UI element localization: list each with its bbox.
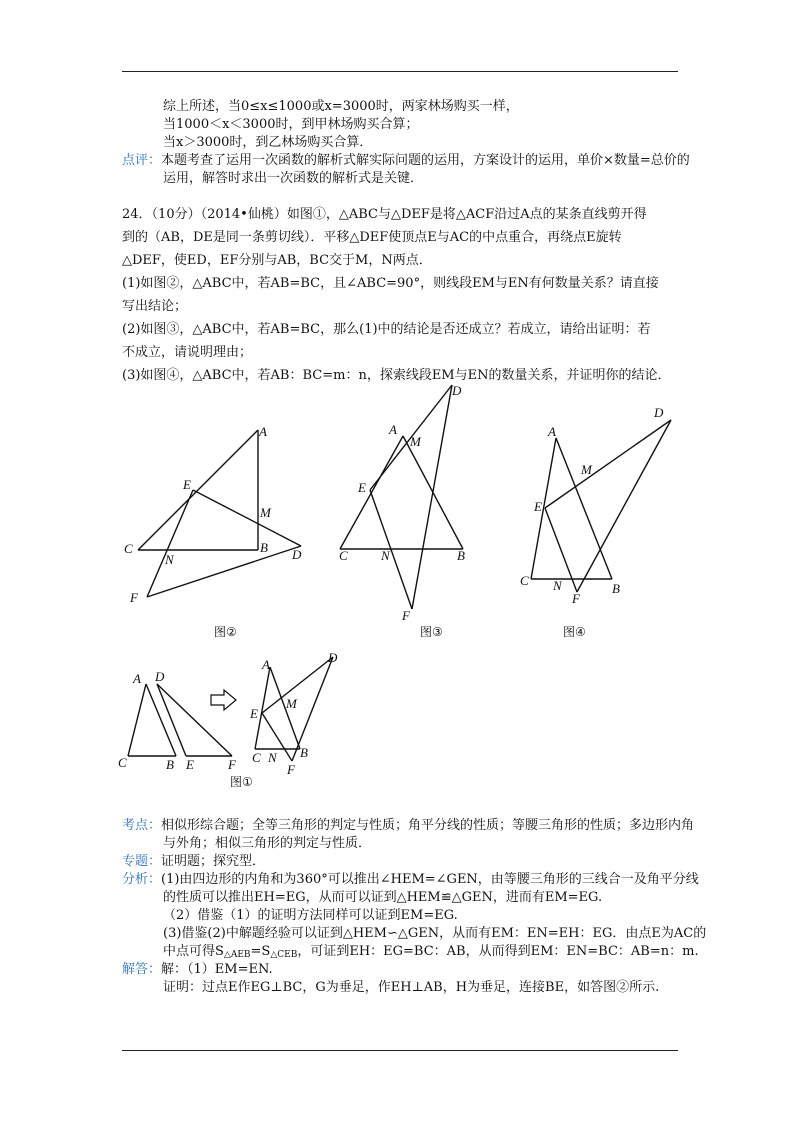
fenxi-text-5c: ，可证到EH：EG=BC：AB，从而得到EM：EN=BC：AB=n：m. xyxy=(297,944,699,959)
fig3-label-N: N xyxy=(381,548,390,563)
problem-line-6: (2)如图③，△ABC中，若AB=BC，那么(1)中的结论是否还成立？若成立，请给出证明：若 xyxy=(122,322,651,337)
kaodian-line-2: 与外角；相似三角形的判定与性质． xyxy=(163,836,372,851)
fig1-label-F: F xyxy=(228,757,236,772)
kaodian-label: 考点： xyxy=(122,818,162,833)
figure-3 xyxy=(339,383,465,639)
fenxi-line-3: （2）借鉴（1）的证明方法同样可以证到EM=EG. xyxy=(163,908,458,923)
fig1-label-D: D xyxy=(155,669,165,684)
problem-line-2: 到的（AB，DE是同一条剪切线）．平移△DEF使顶点E与AC的中点重合，再绕点E旋转 xyxy=(122,230,622,245)
fig1-label-F2: F xyxy=(287,762,295,777)
kaodian-line-1 xyxy=(122,817,694,835)
zhuanti-text: 证明题；探究型． xyxy=(161,854,266,869)
fig4-label-D: D xyxy=(654,405,664,420)
fig1-label-A2: A xyxy=(262,657,270,672)
fig3-label-C: C xyxy=(339,548,348,563)
fenxi-sub-1: △AEB xyxy=(223,950,251,960)
fig3-label-A: A xyxy=(389,422,397,437)
fig4-caption: 图④ xyxy=(563,625,586,639)
fenxi-line-2: 的性质可以推出EH=EG，从而可以证到△HEM≌△GEN，进而有EM=EG. xyxy=(163,890,603,905)
fig4-label-C: C xyxy=(520,573,529,588)
fenxi-sub-2: △CEB xyxy=(270,950,298,960)
fig1-label-B2: B xyxy=(300,745,308,760)
zhuanti-label: 专题： xyxy=(122,854,162,869)
fig1-label-D2: D xyxy=(328,650,338,665)
fig1-label-N2: N xyxy=(268,750,277,765)
fig1-label-E: E xyxy=(186,757,194,772)
comment-label: 点评： xyxy=(122,153,162,168)
fig1-label-E2: E xyxy=(250,706,258,721)
fig3-label-D: D xyxy=(452,383,462,398)
fig3-label-B: B xyxy=(457,548,465,563)
problem-line-8: (3)如图④，△ABC中，若AB：BC=m：n，探索线段EM与EN的数量关系，并证明你的结论． xyxy=(122,368,671,383)
problem-line-1: 24．（10分）（2014•仙桃）如图①，△ABC与△DEF是将△ACF沿过A点的某条直线剪开得 xyxy=(122,207,647,222)
fig2-label-E: E xyxy=(183,477,191,492)
jieda-label: 解答： xyxy=(122,962,162,977)
fenxi-line-4: (3)借鉴(2)中解题经验可以证到△HEM∽△GEN，从而有EM：EN=EH：EG．由点E为AC的 xyxy=(163,926,707,941)
comment-line-2: 运用，解答时求出一次函数的解析式是关键． xyxy=(163,171,424,186)
figure-4 xyxy=(520,405,671,639)
jieda-text-1: 解：（1）EM=EN. xyxy=(161,962,273,977)
fig1-caption: 图① xyxy=(230,775,253,789)
fig1-label-A: A xyxy=(133,671,141,686)
fig1-label-B: B xyxy=(166,757,174,772)
fig4-label-M: M xyxy=(581,462,592,477)
fig4-label-B: B xyxy=(612,581,620,596)
summary-line-1: 综上所述，当0≤x≤1000或x=3000时，两家林场购买一样， xyxy=(163,99,519,114)
fig2-label-A: A xyxy=(259,424,267,439)
fig3-caption: 图③ xyxy=(420,625,443,639)
bottom-rule xyxy=(122,1050,678,1051)
jieda-line-2: 证明：过点E作EG⊥BC，G为垂足，作EH⊥AB，H为垂足，连接BE，如答图②所示. xyxy=(163,980,660,995)
summary-line-3: 当x＞3000时，到乙林场购买合算． xyxy=(163,135,373,150)
fig1-label-C: C xyxy=(118,755,127,770)
fig3-label-M: M xyxy=(410,434,421,449)
comment-text-1: 本题考查了运用一次函数的解析式解实际问题的运用，方案设计的运用，单价×数量=总价的 xyxy=(161,153,690,168)
jieda-line-1 xyxy=(122,961,273,979)
fig4-label-N: N xyxy=(553,578,562,593)
fig2-caption: 图② xyxy=(214,625,237,639)
summary-line-2: 当1000＜x＜3000时，到甲林场购买合算； xyxy=(163,117,419,132)
fig2-label-B: B xyxy=(260,540,268,555)
fig4-label-A: A xyxy=(548,424,556,439)
figure-2 xyxy=(124,424,302,639)
fenxi-text-5a: 中点可得S xyxy=(163,944,224,959)
fenxi-label: 分析： xyxy=(122,872,162,887)
figure-1 xyxy=(118,650,338,789)
problem-line-4: (1)如图②，△ABC中，若AB=BC，且∠ABC=90°，则线段EM与EN有何数量关系？请直接 xyxy=(122,276,659,291)
fig2-label-D: D xyxy=(292,547,302,562)
fig4-label-F: F xyxy=(572,591,580,606)
fenxi-text-1: (1)由四边形的内角和为360°可以推出∠HEM=∠GEN，由等腰三角形的三线合一及角平分线 xyxy=(161,872,699,887)
problem-line-7: 不成立，请说明理由； xyxy=(122,345,253,360)
fig4-label-E: E xyxy=(534,499,542,514)
fig1-label-C2: C xyxy=(252,750,261,765)
fenxi-line-1 xyxy=(122,871,699,889)
fig2-label-M: M xyxy=(260,505,271,520)
fig2-label-F: F xyxy=(130,590,138,605)
fig3-label-F: F xyxy=(402,608,410,623)
fig1-label-M2: M xyxy=(286,696,297,711)
fig3-label-E: E xyxy=(358,480,366,495)
fig2-label-C: C xyxy=(124,541,133,556)
problem-line-3: △DEF，使ED，EF分别与AB，BC交于M，N两点． xyxy=(122,253,432,268)
kaodian-text-1: 相似形综合题；全等三角形的判定与性质；角平分线的性质；等腰三角形的性质；多边形内角 xyxy=(161,818,695,833)
problem-line-5: 写出结论； xyxy=(122,299,188,314)
fenxi-text-5b: =S xyxy=(250,944,271,959)
fig2-label-N: N xyxy=(165,552,174,567)
zhuanti-line xyxy=(122,853,265,871)
